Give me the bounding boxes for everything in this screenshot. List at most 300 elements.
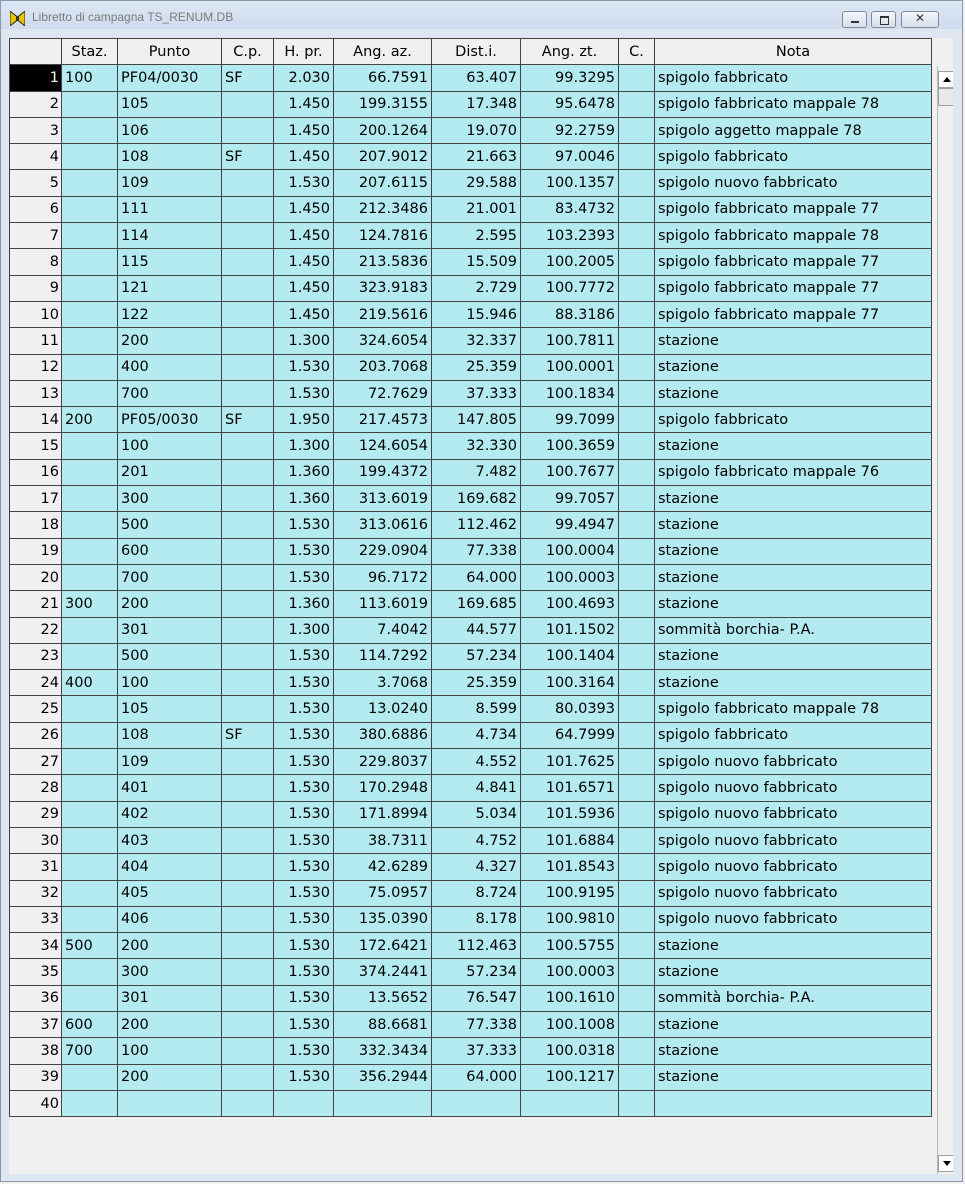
table-row[interactable] bbox=[10, 959, 932, 985]
cell-zt[interactable]: 100.3659 bbox=[521, 433, 619, 459]
row-number[interactable]: 32 bbox=[10, 880, 62, 906]
cell-az[interactable]: 135.0390 bbox=[334, 906, 432, 932]
cell-dist[interactable]: 112.463 bbox=[432, 933, 521, 959]
cell-dist[interactable]: 32.337 bbox=[432, 328, 521, 354]
cell-nota[interactable]: spigolo nuovo fabbricato bbox=[655, 880, 932, 906]
cell-dist[interactable]: 5.034 bbox=[432, 801, 521, 827]
row-number[interactable]: 15 bbox=[10, 433, 62, 459]
cell-nota[interactable]: spigolo fabbricato mappale 78 bbox=[655, 223, 932, 249]
row-number[interactable]: 31 bbox=[10, 854, 62, 880]
cell-dist[interactable]: 7.482 bbox=[432, 459, 521, 485]
cell-dist[interactable]: 32.330 bbox=[432, 433, 521, 459]
cell-nota[interactable]: spigolo fabbricato bbox=[655, 407, 932, 433]
cell-punto[interactable]: 404 bbox=[118, 854, 222, 880]
cell-dist[interactable]: 4.841 bbox=[432, 775, 521, 801]
cell-cp[interactable] bbox=[222, 827, 274, 853]
cell-dist[interactable]: 2.729 bbox=[432, 275, 521, 301]
cell-punto[interactable]: PF04/0030 bbox=[118, 65, 222, 91]
cell-staz[interactable] bbox=[62, 144, 118, 170]
cell-c[interactable] bbox=[619, 749, 655, 775]
cell-c[interactable] bbox=[619, 91, 655, 117]
cell-cp[interactable] bbox=[222, 906, 274, 932]
cell-az[interactable]: 313.6019 bbox=[334, 486, 432, 512]
cell-cp[interactable] bbox=[222, 223, 274, 249]
cell-cp[interactable]: SF bbox=[222, 407, 274, 433]
cell-nota[interactable]: spigolo fabbricato bbox=[655, 722, 932, 748]
cell-h[interactable]: 1.300 bbox=[274, 433, 334, 459]
cell-zt[interactable]: 103.2393 bbox=[521, 223, 619, 249]
table-row[interactable] bbox=[10, 380, 932, 406]
cell-punto[interactable]: 114 bbox=[118, 223, 222, 249]
cell-cp[interactable] bbox=[222, 1090, 274, 1116]
cell-h[interactable]: 1.300 bbox=[274, 328, 334, 354]
table-row[interactable] bbox=[10, 985, 932, 1011]
row-number[interactable]: 21 bbox=[10, 591, 62, 617]
row-number[interactable]: 19 bbox=[10, 538, 62, 564]
row-number[interactable]: 33 bbox=[10, 906, 62, 932]
row-number[interactable]: 39 bbox=[10, 1064, 62, 1090]
cell-dist[interactable]: 4.752 bbox=[432, 827, 521, 853]
table-row[interactable] bbox=[10, 670, 932, 696]
cell-az[interactable]: 229.0904 bbox=[334, 538, 432, 564]
table-row[interactable] bbox=[10, 696, 932, 722]
row-number[interactable]: 28 bbox=[10, 775, 62, 801]
cell-nota[interactable]: stazione bbox=[655, 1011, 932, 1037]
cell-nota[interactable]: spigolo fabbricato bbox=[655, 144, 932, 170]
cell-punto[interactable]: 300 bbox=[118, 486, 222, 512]
cell-cp[interactable] bbox=[222, 301, 274, 327]
cell-az[interactable]: 66.7591 bbox=[334, 65, 432, 91]
row-number[interactable]: 23 bbox=[10, 643, 62, 669]
cell-zt[interactable]: 100.1357 bbox=[521, 170, 619, 196]
vertical-scrollbar[interactable] bbox=[937, 66, 953, 1174]
cell-az[interactable]: 13.5652 bbox=[334, 985, 432, 1011]
cell-staz[interactable] bbox=[62, 354, 118, 380]
cell-cp[interactable] bbox=[222, 854, 274, 880]
cell-az[interactable]: 229.8037 bbox=[334, 749, 432, 775]
cell-punto[interactable]: 200 bbox=[118, 1064, 222, 1090]
cell-dist[interactable]: 29.588 bbox=[432, 170, 521, 196]
cell-punto[interactable]: 106 bbox=[118, 117, 222, 143]
cell-c[interactable] bbox=[619, 144, 655, 170]
cell-c[interactable] bbox=[619, 670, 655, 696]
cell-punto[interactable]: 111 bbox=[118, 196, 222, 222]
cell-dist[interactable]: 57.234 bbox=[432, 643, 521, 669]
cell-zt[interactable]: 80.0393 bbox=[521, 696, 619, 722]
cell-h[interactable]: 1.530 bbox=[274, 380, 334, 406]
cell-az[interactable]: 200.1264 bbox=[334, 117, 432, 143]
cell-punto[interactable]: 300 bbox=[118, 959, 222, 985]
cell-c[interactable] bbox=[619, 591, 655, 617]
cell-nota[interactable] bbox=[655, 1090, 932, 1116]
row-number[interactable]: 14 bbox=[10, 407, 62, 433]
row-number[interactable]: 11 bbox=[10, 328, 62, 354]
cell-staz[interactable] bbox=[62, 512, 118, 538]
cell-dist[interactable]: 63.407 bbox=[432, 65, 521, 91]
table-row[interactable] bbox=[10, 591, 932, 617]
cell-az[interactable]: 88.6681 bbox=[334, 1011, 432, 1037]
cell-nota[interactable]: stazione bbox=[655, 591, 932, 617]
table-row[interactable] bbox=[10, 512, 932, 538]
cell-cp[interactable] bbox=[222, 1011, 274, 1037]
cell-az[interactable]: 203.7068 bbox=[334, 354, 432, 380]
cell-zt[interactable]: 64.7999 bbox=[521, 722, 619, 748]
row-number[interactable]: 30 bbox=[10, 827, 62, 853]
row-number[interactable]: 37 bbox=[10, 1011, 62, 1037]
cell-cp[interactable] bbox=[222, 249, 274, 275]
cell-az[interactable]: 124.7816 bbox=[334, 223, 432, 249]
cell-h[interactable]: 1.530 bbox=[274, 775, 334, 801]
table-row[interactable] bbox=[10, 196, 932, 222]
cell-cp[interactable]: SF bbox=[222, 65, 274, 91]
cell-c[interactable] bbox=[619, 564, 655, 590]
cell-zt[interactable]: 99.7057 bbox=[521, 486, 619, 512]
cell-nota[interactable]: spigolo nuovo fabbricato bbox=[655, 854, 932, 880]
cell-h[interactable]: 1.300 bbox=[274, 617, 334, 643]
cell-nota[interactable]: spigolo nuovo fabbricato bbox=[655, 170, 932, 196]
cell-cp[interactable] bbox=[222, 670, 274, 696]
cell-az[interactable]: 3.7068 bbox=[334, 670, 432, 696]
cell-staz[interactable] bbox=[62, 196, 118, 222]
cell-az[interactable]: 213.5836 bbox=[334, 249, 432, 275]
table-row[interactable] bbox=[10, 249, 932, 275]
table-row[interactable] bbox=[10, 1011, 932, 1037]
cell-h[interactable]: 1.450 bbox=[274, 91, 334, 117]
column-header[interactable]: Ang. zt. bbox=[521, 39, 619, 65]
cell-c[interactable] bbox=[619, 354, 655, 380]
row-number[interactable]: 38 bbox=[10, 1038, 62, 1064]
cell-cp[interactable] bbox=[222, 196, 274, 222]
cell-h[interactable]: 1.530 bbox=[274, 170, 334, 196]
cell-nota[interactable]: stazione bbox=[655, 433, 932, 459]
cell-punto[interactable]: 109 bbox=[118, 170, 222, 196]
cell-staz[interactable] bbox=[62, 617, 118, 643]
cell-dist[interactable]: 37.333 bbox=[432, 380, 521, 406]
cell-dist[interactable]: 8.178 bbox=[432, 906, 521, 932]
scroll-thumb[interactable] bbox=[938, 88, 953, 106]
cell-h[interactable]: 1.530 bbox=[274, 906, 334, 932]
cell-c[interactable] bbox=[619, 617, 655, 643]
cell-nota[interactable]: stazione bbox=[655, 538, 932, 564]
cell-staz[interactable] bbox=[62, 301, 118, 327]
cell-staz[interactable]: 400 bbox=[62, 670, 118, 696]
cell-h[interactable]: 1.530 bbox=[274, 1038, 334, 1064]
cell-staz[interactable] bbox=[62, 170, 118, 196]
cell-nota[interactable]: spigolo fabbricato mappale 78 bbox=[655, 91, 932, 117]
table-row[interactable] bbox=[10, 407, 932, 433]
cell-staz[interactable] bbox=[62, 328, 118, 354]
table-row[interactable] bbox=[10, 827, 932, 853]
cell-c[interactable] bbox=[619, 459, 655, 485]
cell-h[interactable]: 1.530 bbox=[274, 827, 334, 853]
cell-punto[interactable]: 402 bbox=[118, 801, 222, 827]
cell-az[interactable]: 199.3155 bbox=[334, 91, 432, 117]
cell-staz[interactable] bbox=[62, 564, 118, 590]
cell-nota[interactable]: spigolo nuovo fabbricato bbox=[655, 827, 932, 853]
cell-punto[interactable]: 200 bbox=[118, 933, 222, 959]
cell-zt[interactable]: 100.3164 bbox=[521, 670, 619, 696]
row-number[interactable]: 36 bbox=[10, 985, 62, 1011]
row-number[interactable]: 4 bbox=[10, 144, 62, 170]
cell-c[interactable] bbox=[619, 775, 655, 801]
cell-dist[interactable]: 64.000 bbox=[432, 564, 521, 590]
cell-az[interactable]: 219.5616 bbox=[334, 301, 432, 327]
cell-staz[interactable]: 700 bbox=[62, 1038, 118, 1064]
cell-c[interactable] bbox=[619, 407, 655, 433]
cell-c[interactable] bbox=[619, 722, 655, 748]
cell-dist[interactable]: 76.547 bbox=[432, 985, 521, 1011]
cell-punto[interactable]: 405 bbox=[118, 880, 222, 906]
cell-c[interactable] bbox=[619, 906, 655, 932]
cell-c[interactable] bbox=[619, 1064, 655, 1090]
cell-az[interactable]: 124.6054 bbox=[334, 433, 432, 459]
cell-dist[interactable]: 169.682 bbox=[432, 486, 521, 512]
row-number[interactable]: 6 bbox=[10, 196, 62, 222]
table-row[interactable] bbox=[10, 65, 932, 91]
cell-h[interactable]: 1.360 bbox=[274, 591, 334, 617]
table-row[interactable] bbox=[10, 144, 932, 170]
cell-staz[interactable] bbox=[62, 722, 118, 748]
cell-staz[interactable] bbox=[62, 223, 118, 249]
cell-cp[interactable] bbox=[222, 617, 274, 643]
cell-punto[interactable]: 200 bbox=[118, 591, 222, 617]
cell-az[interactable]: 207.6115 bbox=[334, 170, 432, 196]
cell-staz[interactable] bbox=[62, 433, 118, 459]
cell-az[interactable]: 172.6421 bbox=[334, 933, 432, 959]
cell-cp[interactable] bbox=[222, 354, 274, 380]
cell-az[interactable]: 313.0616 bbox=[334, 512, 432, 538]
cell-zt[interactable]: 100.1610 bbox=[521, 985, 619, 1011]
cell-nota[interactable]: spigolo fabbricato mappale 77 bbox=[655, 301, 932, 327]
cell-az[interactable]: 380.6886 bbox=[334, 722, 432, 748]
cell-c[interactable] bbox=[619, 985, 655, 1011]
cell-h[interactable]: 1.530 bbox=[274, 643, 334, 669]
table-row[interactable] bbox=[10, 117, 932, 143]
row-number[interactable]: 9 bbox=[10, 275, 62, 301]
cell-h[interactable]: 1.360 bbox=[274, 459, 334, 485]
cell-h[interactable]: 1.530 bbox=[274, 564, 334, 590]
cell-az[interactable]: 42.6289 bbox=[334, 854, 432, 880]
cell-dist[interactable]: 4.552 bbox=[432, 749, 521, 775]
cell-az[interactable]: 356.2944 bbox=[334, 1064, 432, 1090]
table-row[interactable] bbox=[10, 880, 932, 906]
cell-staz[interactable] bbox=[62, 854, 118, 880]
cell-cp[interactable] bbox=[222, 538, 274, 564]
table-row[interactable] bbox=[10, 538, 932, 564]
cell-c[interactable] bbox=[619, 170, 655, 196]
cell-dist[interactable]: 15.509 bbox=[432, 249, 521, 275]
table-row[interactable] bbox=[10, 801, 932, 827]
cell-cp[interactable] bbox=[222, 433, 274, 459]
cell-punto[interactable] bbox=[118, 1090, 222, 1116]
cell-zt[interactable] bbox=[521, 1090, 619, 1116]
cell-c[interactable] bbox=[619, 854, 655, 880]
cell-h[interactable]: 1.530 bbox=[274, 854, 334, 880]
row-number[interactable]: 20 bbox=[10, 564, 62, 590]
cell-punto[interactable]: 100 bbox=[118, 433, 222, 459]
cell-h[interactable]: 1.530 bbox=[274, 512, 334, 538]
cell-punto[interactable]: 500 bbox=[118, 643, 222, 669]
cell-h[interactable]: 1.530 bbox=[274, 985, 334, 1011]
cell-zt[interactable]: 101.7625 bbox=[521, 749, 619, 775]
cell-staz[interactable] bbox=[62, 459, 118, 485]
cell-cp[interactable] bbox=[222, 643, 274, 669]
cell-dist[interactable] bbox=[432, 1090, 521, 1116]
table-row[interactable] bbox=[10, 223, 932, 249]
cell-dist[interactable]: 57.234 bbox=[432, 959, 521, 985]
cell-az[interactable]: 212.3486 bbox=[334, 196, 432, 222]
cell-az[interactable] bbox=[334, 1090, 432, 1116]
cell-cp[interactable] bbox=[222, 170, 274, 196]
cell-dist[interactable]: 17.348 bbox=[432, 91, 521, 117]
cell-h[interactable]: 1.530 bbox=[274, 354, 334, 380]
cell-cp[interactable]: SF bbox=[222, 722, 274, 748]
cell-az[interactable]: 38.7311 bbox=[334, 827, 432, 853]
cell-punto[interactable]: 400 bbox=[118, 354, 222, 380]
cell-nota[interactable]: spigolo nuovo fabbricato bbox=[655, 749, 932, 775]
cell-h[interactable]: 1.530 bbox=[274, 933, 334, 959]
cell-nota[interactable]: sommità borchia- P.A. bbox=[655, 617, 932, 643]
cell-staz[interactable] bbox=[62, 959, 118, 985]
column-header[interactable]: Dist.i. bbox=[432, 39, 521, 65]
cell-zt[interactable]: 100.9195 bbox=[521, 880, 619, 906]
cell-dist[interactable]: 44.577 bbox=[432, 617, 521, 643]
cell-zt[interactable]: 83.4732 bbox=[521, 196, 619, 222]
cell-cp[interactable] bbox=[222, 486, 274, 512]
row-number[interactable]: 12 bbox=[10, 354, 62, 380]
column-header[interactable]: C.p. bbox=[222, 39, 274, 65]
cell-cp[interactable] bbox=[222, 696, 274, 722]
cell-cp[interactable] bbox=[222, 749, 274, 775]
cell-staz[interactable] bbox=[62, 1064, 118, 1090]
cell-nota[interactable]: spigolo fabbricato bbox=[655, 65, 932, 91]
column-header[interactable]: Ang. az. bbox=[334, 39, 432, 65]
cell-zt[interactable]: 101.1502 bbox=[521, 617, 619, 643]
cell-nota[interactable]: stazione bbox=[655, 1064, 932, 1090]
cell-zt[interactable]: 100.0003 bbox=[521, 959, 619, 985]
row-number[interactable]: 17 bbox=[10, 486, 62, 512]
row-number[interactable]: 8 bbox=[10, 249, 62, 275]
cell-dist[interactable]: 8.599 bbox=[432, 696, 521, 722]
cell-punto[interactable]: 200 bbox=[118, 328, 222, 354]
table-row[interactable] bbox=[10, 617, 932, 643]
cell-staz[interactable] bbox=[62, 1090, 118, 1116]
cell-zt[interactable]: 101.6884 bbox=[521, 827, 619, 853]
cell-h[interactable]: 1.530 bbox=[274, 749, 334, 775]
table-row[interactable] bbox=[10, 301, 932, 327]
row-number[interactable]: 3 bbox=[10, 117, 62, 143]
table-row[interactable] bbox=[10, 1064, 932, 1090]
cell-dist[interactable]: 19.070 bbox=[432, 117, 521, 143]
cell-cp[interactable] bbox=[222, 933, 274, 959]
cell-c[interactable] bbox=[619, 301, 655, 327]
cell-h[interactable]: 1.530 bbox=[274, 1011, 334, 1037]
scroll-up-button[interactable] bbox=[938, 71, 953, 88]
table-row[interactable] bbox=[10, 354, 932, 380]
cell-zt[interactable]: 101.5936 bbox=[521, 801, 619, 827]
cell-h[interactable] bbox=[274, 1090, 334, 1116]
cell-h[interactable]: 1.530 bbox=[274, 670, 334, 696]
cell-h[interactable]: 1.530 bbox=[274, 722, 334, 748]
cell-punto[interactable]: 100 bbox=[118, 1038, 222, 1064]
table-row[interactable] bbox=[10, 749, 932, 775]
row-number[interactable]: 7 bbox=[10, 223, 62, 249]
cell-zt[interactable]: 100.0318 bbox=[521, 1038, 619, 1064]
column-header[interactable]: C. bbox=[619, 39, 655, 65]
cell-zt[interactable]: 101.8543 bbox=[521, 854, 619, 880]
cell-zt[interactable]: 101.6571 bbox=[521, 775, 619, 801]
cell-punto[interactable]: 100 bbox=[118, 670, 222, 696]
cell-nota[interactable]: spigolo nuovo fabbricato bbox=[655, 906, 932, 932]
cell-dist[interactable]: 37.333 bbox=[432, 1038, 521, 1064]
cell-staz[interactable] bbox=[62, 696, 118, 722]
cell-az[interactable]: 374.2441 bbox=[334, 959, 432, 985]
cell-dist[interactable]: 25.359 bbox=[432, 354, 521, 380]
cell-punto[interactable]: 105 bbox=[118, 696, 222, 722]
cell-zt[interactable]: 99.7099 bbox=[521, 407, 619, 433]
cell-staz[interactable] bbox=[62, 775, 118, 801]
column-header[interactable]: Punto bbox=[118, 39, 222, 65]
cell-dist[interactable]: 21.663 bbox=[432, 144, 521, 170]
cell-nota[interactable]: sommità borchia- P.A. bbox=[655, 985, 932, 1011]
cell-cp[interactable] bbox=[222, 564, 274, 590]
cell-nota[interactable]: stazione bbox=[655, 380, 932, 406]
cell-dist[interactable]: 21.001 bbox=[432, 196, 521, 222]
cell-zt[interactable]: 95.6478 bbox=[521, 91, 619, 117]
cell-nota[interactable]: stazione bbox=[655, 354, 932, 380]
cell-dist[interactable]: 77.338 bbox=[432, 1011, 521, 1037]
cell-punto[interactable]: 401 bbox=[118, 775, 222, 801]
cell-zt[interactable]: 100.0004 bbox=[521, 538, 619, 564]
cell-dist[interactable]: 4.734 bbox=[432, 722, 521, 748]
cell-punto[interactable]: 403 bbox=[118, 827, 222, 853]
cell-nota[interactable]: spigolo fabbricato mappale 77 bbox=[655, 196, 932, 222]
corner-cell[interactable] bbox=[10, 39, 62, 65]
cell-staz[interactable] bbox=[62, 117, 118, 143]
cell-cp[interactable] bbox=[222, 117, 274, 143]
cell-c[interactable] bbox=[619, 512, 655, 538]
cell-dist[interactable]: 147.805 bbox=[432, 407, 521, 433]
cell-c[interactable] bbox=[619, 880, 655, 906]
cell-cp[interactable] bbox=[222, 91, 274, 117]
cell-h[interactable]: 1.450 bbox=[274, 117, 334, 143]
cell-nota[interactable]: spigolo aggetto mappale 78 bbox=[655, 117, 932, 143]
cell-nota[interactable]: stazione bbox=[655, 328, 932, 354]
scroll-down-button[interactable] bbox=[938, 1155, 953, 1172]
table-row[interactable] bbox=[10, 775, 932, 801]
cell-staz[interactable]: 200 bbox=[62, 407, 118, 433]
cell-nota[interactable]: stazione bbox=[655, 670, 932, 696]
cell-punto[interactable]: 122 bbox=[118, 301, 222, 327]
column-header[interactable]: H. pr. bbox=[274, 39, 334, 65]
table-row[interactable] bbox=[10, 91, 932, 117]
cell-h[interactable]: 1.530 bbox=[274, 959, 334, 985]
cell-h[interactable]: 1.450 bbox=[274, 223, 334, 249]
column-header[interactable]: Nota bbox=[655, 39, 932, 65]
cell-c[interactable] bbox=[619, 223, 655, 249]
cell-dist[interactable]: 77.338 bbox=[432, 538, 521, 564]
cell-dist[interactable]: 112.462 bbox=[432, 512, 521, 538]
cell-zt[interactable]: 97.0046 bbox=[521, 144, 619, 170]
row-number[interactable]: 26 bbox=[10, 722, 62, 748]
cell-c[interactable] bbox=[619, 486, 655, 512]
maximize-button[interactable] bbox=[871, 11, 896, 28]
cell-c[interactable] bbox=[619, 643, 655, 669]
cell-punto[interactable]: 500 bbox=[118, 512, 222, 538]
cell-c[interactable] bbox=[619, 959, 655, 985]
cell-az[interactable]: 170.2948 bbox=[334, 775, 432, 801]
cell-zt[interactable]: 100.7677 bbox=[521, 459, 619, 485]
